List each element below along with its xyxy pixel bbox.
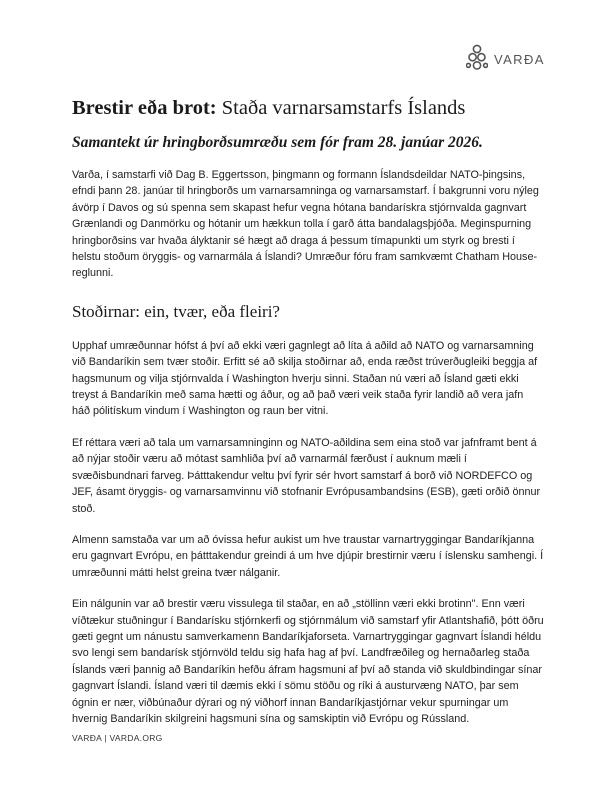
body-paragraph: Almenn samstaða var um að óvissa hefur aukist um hve traustar varnartryggingar Bandaríkjanna eru gagnvart Evrópu, en þátttakendur greindi á um hve djúpir brestirnir væru í íslensku samhengi. Í umræðunni mátti helst greina tvær nálganir. [72,533,544,579]
title-rest-part: Staða varnarsamstarfs Íslands [216,97,466,119]
page-footer: VARÐA | VARDA.ORG [72,733,163,743]
section-heading: Stoðirnar: ein, tvær, eða fleiri? [72,301,280,321]
body-paragraph: Upphaf umræðunnar hófst á því að ekki væri gagnlegt að líta á aðild að NATO og varnarsamning við Bandaríkin sem tvær stoðir. Erfitt sé að skilja stoðirnar að, enda ræðst trúverðugleiki beggja af hagsmunum og vilja stjórnvalda í Washington hverju sinni. Staðan nú væri að Ísland gæti ekki treyst á Bandaríkin með sama hætti og áður, og að það væri veik staða fyrir landið að vera jafn háð pólitískum vindum í Washington og raun ber vitni. [72,339,538,418]
body-paragraph: Ef réttara væri að tala um varnarsamninginn og NATO-aðildina sem eina stoð var jafnframt bent á að nýjar stoðir væru að mótast samhliða því að varnarmál færðust í auknum mæli í svæðisbundnari farveg. Þátttakendur veltu því fyrir sér hvort samstarf á borð við NORDEFCO og JEF, ásamt öryggis- og varnarsamvinnu við stofnanir Evrópusambandsins (ESB), gæti orðið önnur stoð. [72,436,541,515]
intro-paragraph: Varða, í samstarfi við Dag B. Eggertsson, þingmann og formann Íslandsdeildar NATO-þingsins, efndi þann 28. janúar til hringborðs um varnarsamninga og varnarsamstarf. Í bakgrunni voru nýleg ávörp í Davos og sú spenna sem skapast hefur vegna hótana bandarískra stjórnvalda gagnvart Grænlandi og Danmörku og hótanir um hækkun tolla í garð átta bandalagsþjóða. Meginspurning hringborðsins var hvaða ályktanir sé hægt að draga á þessum tímapunkti um styrk og bresti í helstu stoðum öryggis- og varnarmála á Íslandi? Umræður fóru fram samkvæmt Chatham House-reglunni. [72,169,539,280]
document-title [72,94,544,122]
logo-wordmark: VARÐA [494,51,545,67]
title-bold-part: Brestir eða brot: [72,97,217,119]
document-subtitle: Samantekt úr hringborðsumræðu sem fór fram 28. janúar 2026. [72,134,483,151]
body-paragraph: Ein nálgunin var að brestir væru vissulega til staðar, en að „stöllinn væri ekki brotinn". Enn væri víðtækur stuðningur í Bandarísku stjórnkerfi og stjórnmálum við samstarf yfir Atlantshafið, þótt öðru gæti gegnt um nánustu samverkamenn Bandaríkjaforseta. Varnartryggingar gagnvart Íslandi héldu svo lengi sem bandarísk stjórnvöld teldu sig hafa hag af því. Landfræðileg og hernaðarleg staða Íslands væri þannig að Bandaríkin hefðu áfram hagsmuni af því að standa við skuldbindingar sínar gagnvart Íslandi. Ísland væri til dæmis ekki í sömu stöðu og ríki á austurvæng NATO, þar sem ógnin er nær, viðbúnaður dýrari og ný viðhorf innan Bandaríkjastjórnar vekur spurningar um hvernig Bandaríkin skilgreini hagsmuni sína og samskiptin við Evrópu og Rússland. [72,598,544,725]
document-body [72,94,544,727]
varda-logo [466,44,545,74]
varda-logo-icon [466,44,488,74]
